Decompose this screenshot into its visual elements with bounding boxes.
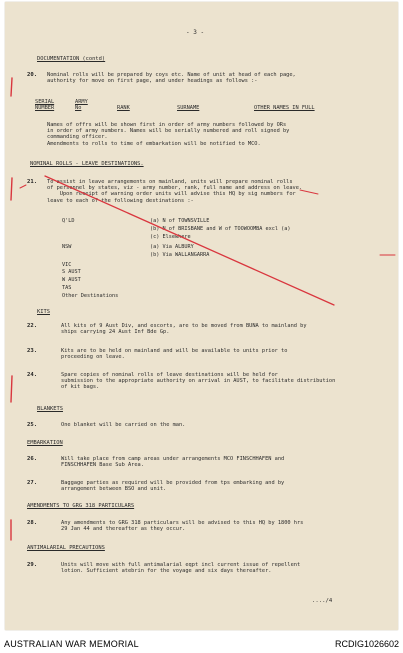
para-21-text: To assist in leave arrangements on mainland, units will prepare nominal rolls of personnel by states, viz - army number, rank, full name and address on leave. Upon receipt of warning order units will advise this HQ by sig numbers for leave to each of the following destinations :- xyxy=(47,179,303,204)
nominal-rolls-heading: NOMINAL ROLLS - LEAVE DESTINATIONS. xyxy=(30,161,144,167)
heading-serial-number: SERIAL NUMBER xyxy=(35,99,55,112)
para-20-text: Nominal rolls will be prepared by coys etc. Name of unit at head of each page, authority for move on first page, and under headings as follows :- xyxy=(47,72,296,85)
embarkation-heading: EMBARKATION xyxy=(27,440,63,446)
dest-state-qld: Q'LD xyxy=(62,218,75,224)
underline-mark xyxy=(300,190,318,194)
amendments-heading: AMENDMENTS TO GRG 318 PARTICULARS xyxy=(27,503,135,509)
para-26-text: Will take place from camp areas under arrangements MCO FINSCHHAFEN and FINSCHHAFEN Base Sub Area. xyxy=(61,456,285,469)
para-29-text: Units will move with full antimalarial eqpt incl current issue of repellent lotion. Sufficient atebrin for the voyage and six days thereafter. xyxy=(61,562,301,575)
para-22-number: 22. xyxy=(27,323,38,329)
para-26-number: 26. xyxy=(27,456,38,462)
para-28-text: Any amendments to GRG 318 particulars will be advised to this HQ by 1800 hrs 29 Jan 44 and thereafter as they occur. xyxy=(61,520,304,533)
para-25-number: 25. xyxy=(27,422,38,428)
continuation-marker: ..../4 xyxy=(312,598,333,604)
dest-state-vic: VIC xyxy=(62,262,72,268)
para-21-number: 21. xyxy=(27,179,38,185)
heading-other-names: OTHER NAMES IN FULL xyxy=(254,105,315,111)
para-29-number: 29. xyxy=(27,562,38,568)
footer-bar xyxy=(0,636,403,653)
dest-item-qld-c: (c) Elsewhere xyxy=(150,234,191,240)
kits-heading: KITS xyxy=(37,309,50,315)
dest-item-nsw-b: (b) Via WALLANGARRA xyxy=(150,252,210,258)
heading-army-number: ARMY No xyxy=(75,99,88,112)
para-24-number: 24. xyxy=(27,372,38,378)
margin-mark-para-20 xyxy=(11,78,12,96)
documentation-heading: DOCUMENTATION (contd) xyxy=(37,56,106,62)
para-27-text: Baggage parties as required will be provided from tps embarking and by arrangement between BSO and unit. xyxy=(61,480,285,493)
dest-item-nsw-a: (a) Via ALBURY xyxy=(150,244,194,250)
dest-state-tas: TAS xyxy=(62,285,72,291)
tick-mark xyxy=(20,185,26,188)
dest-state-wa: W AUST xyxy=(62,277,81,283)
margin-mark-para-21 xyxy=(11,178,12,200)
dest-other: Other Destinations xyxy=(62,293,119,299)
para-24-text: Spare copies of nominal rolls of leave destinations will be held for submission to the appropriate authority on arrival in AUST, to facilitate distribution of kit bags. xyxy=(61,372,336,391)
para-20-names-order: Names of offrs will be shown first in order of army numbers followed by ORs in order of army numbers. Names will be serially numbered and roll signed by commanding officer. xyxy=(47,122,290,141)
margin-mark-para-24 xyxy=(11,376,12,402)
heading-rank: RANK xyxy=(117,105,130,111)
page-number: - 3 - xyxy=(186,29,205,36)
dest-state-nsw: NSW xyxy=(62,244,72,250)
para-22-text: All kits of 9 Aust Div, and escorts, are to be moved from BUNA to mainland by ships carrying 24 Aust Inf Bde Gp. xyxy=(61,323,307,336)
para-23-number: 23. xyxy=(27,348,38,354)
dest-state-sa: S AUST xyxy=(62,269,81,275)
para-25-text: One blanket will be carried on the man. xyxy=(61,422,186,428)
footer-institution: AUSTRALIAN WAR MEMORIAL xyxy=(4,639,139,649)
footer-record-id: RCDIG1026602 xyxy=(334,639,399,649)
dest-item-qld-a: (a) N of TOWNSVILLE xyxy=(150,218,210,224)
dest-item-qld-b: (b) N of BRISBANE and W of TOOWOOMBA excl (a) xyxy=(150,226,291,232)
para-28-number: 28. xyxy=(27,520,38,526)
strike-line-para-21 xyxy=(45,176,334,305)
para-20-amendments: Amendments to rolls to time of embarkation will be notified to MCO. xyxy=(47,141,261,147)
para-23-text: Kits are to be held on mainland and will be available to units prior to proceeding on leave. xyxy=(61,348,288,361)
para-27-number: 27. xyxy=(27,480,38,486)
blankets-heading: BLANKETS xyxy=(37,406,63,412)
para-20-number: 20. xyxy=(27,72,38,78)
antimalarial-heading: ANTIMALARIAL PRECAUTIONS xyxy=(27,545,105,551)
heading-surname: SURNAME xyxy=(177,105,200,111)
